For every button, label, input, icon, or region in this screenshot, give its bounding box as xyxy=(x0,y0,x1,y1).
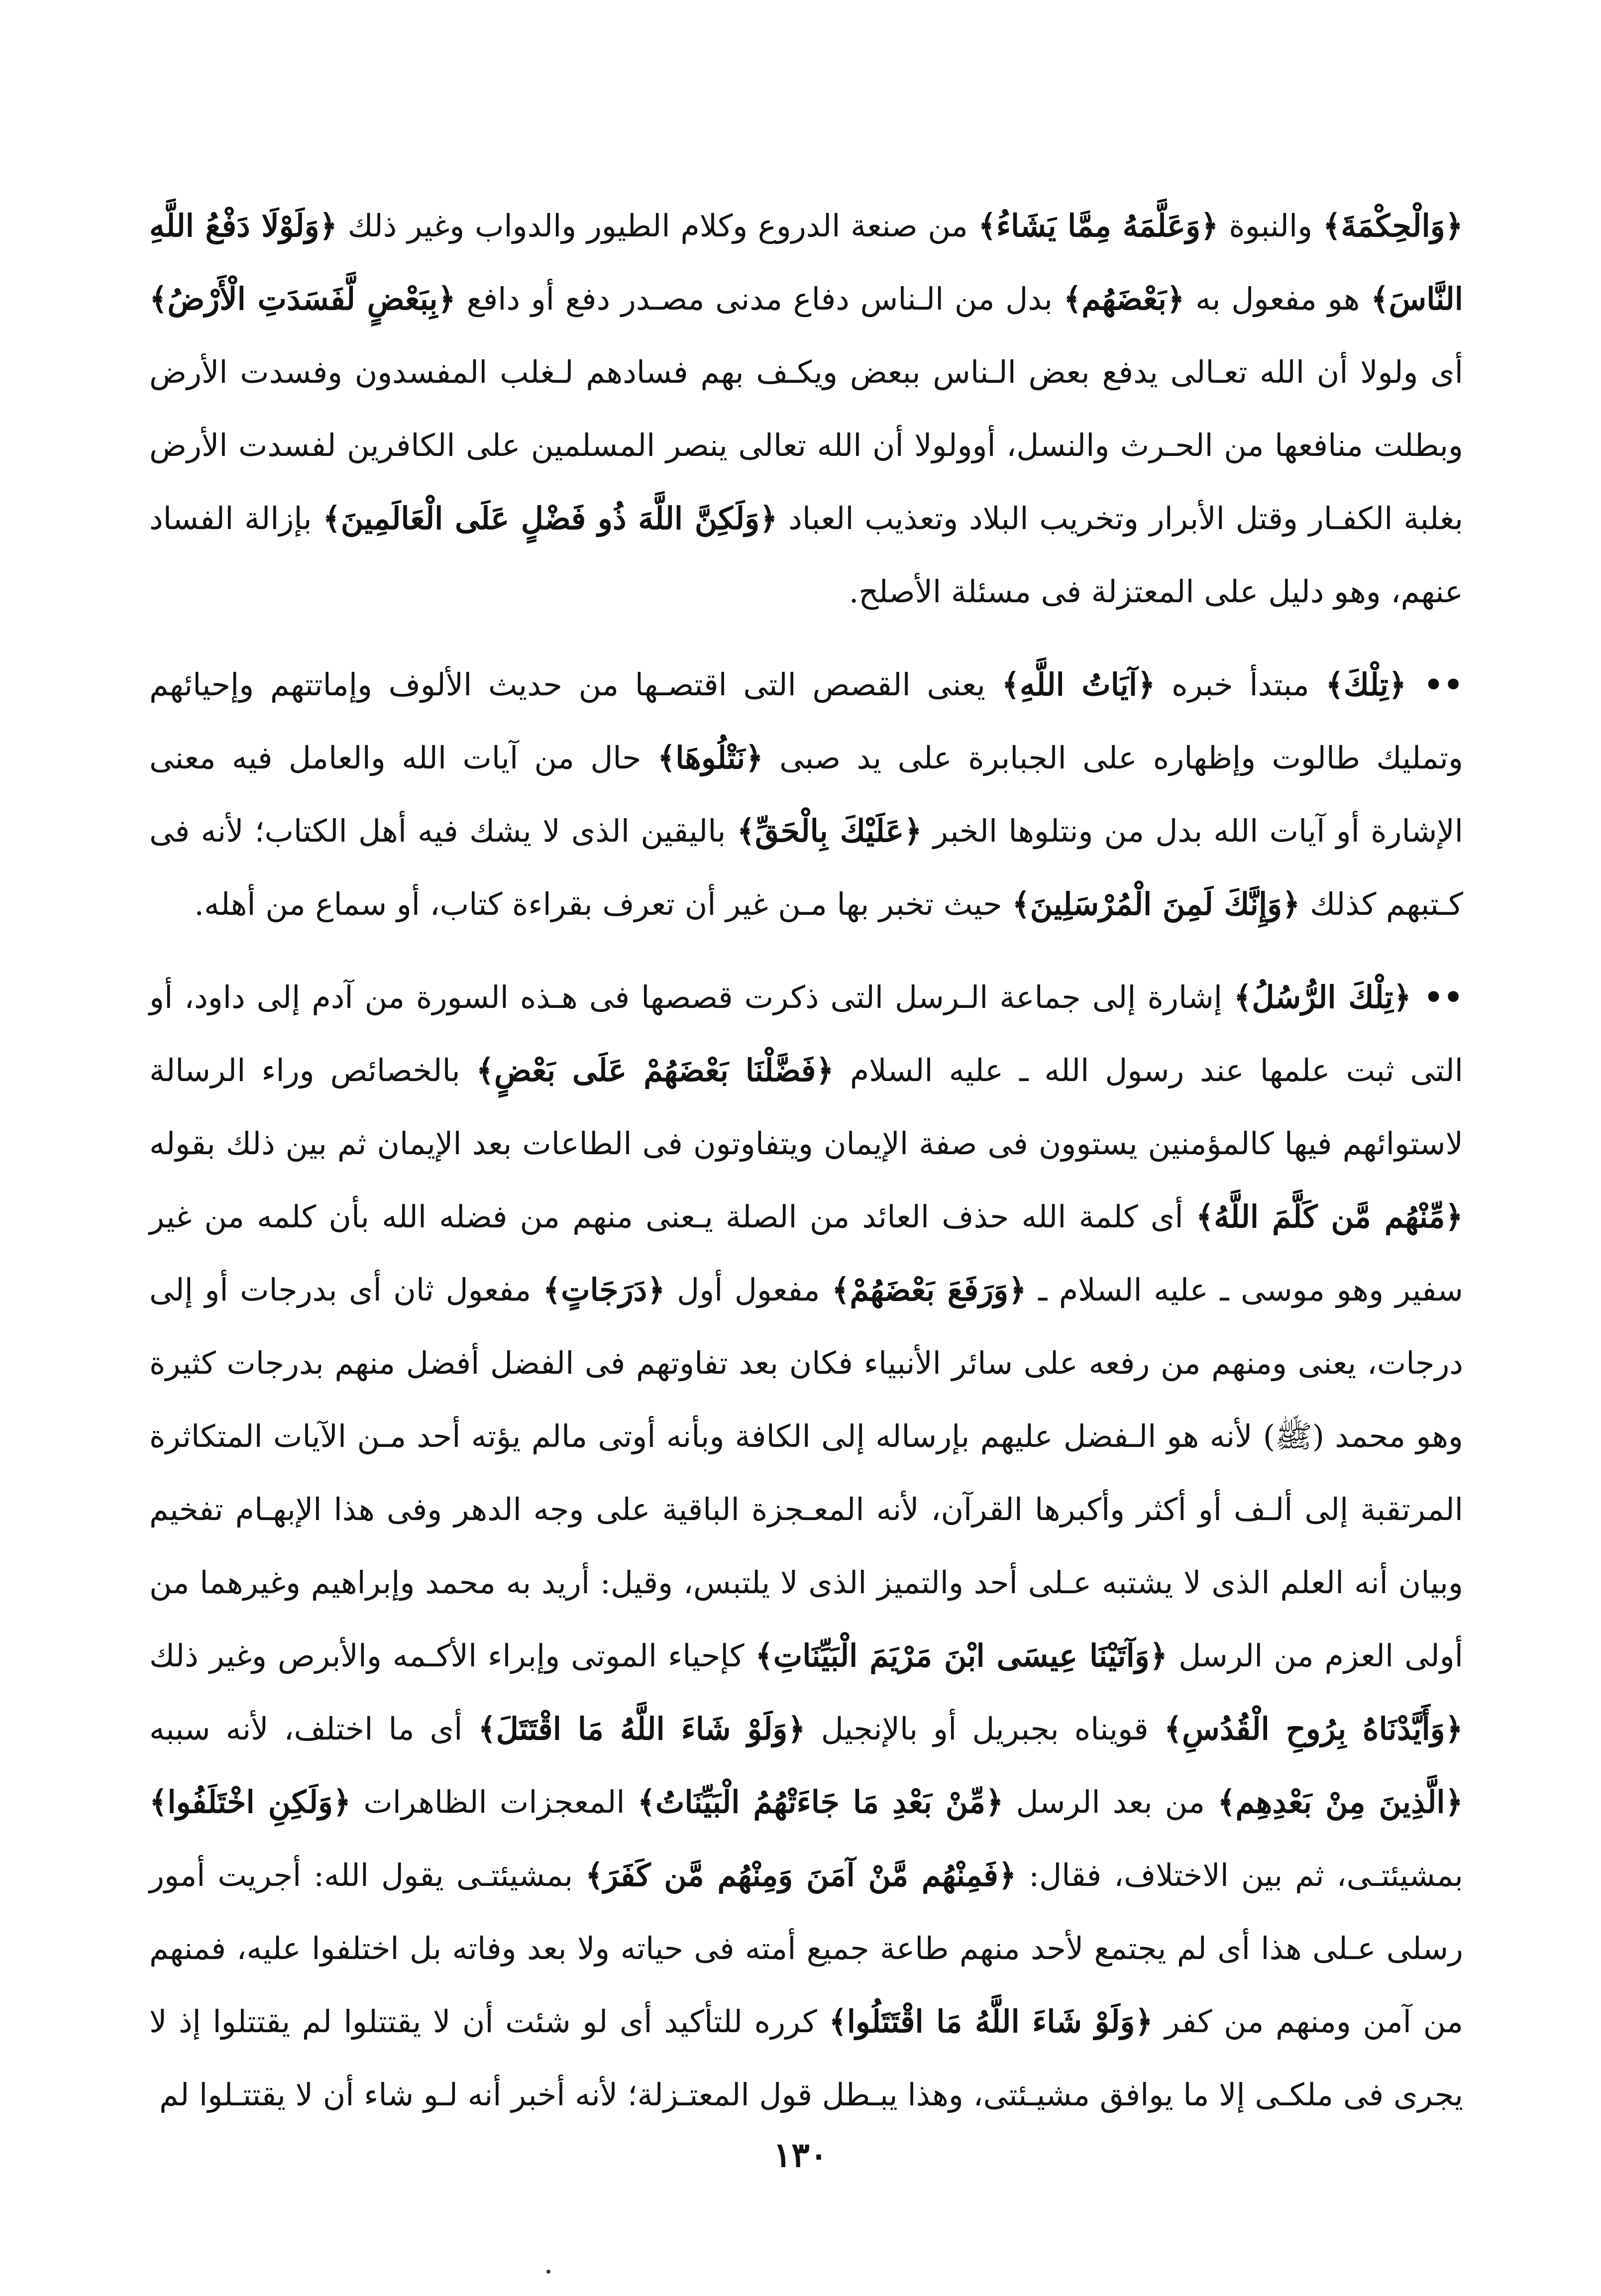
quran-quote: ﴿وَلَوْلَا دَفْعُ اللَّهِ النَّاسَ﴾ xyxy=(149,208,1463,317)
commentary-text: باليقين الذى لا يشك فيه أهل الكتاب؛ لأنه فى كـتبهم كذلك xyxy=(149,813,1463,922)
commentary-text: من بعد الرسل xyxy=(1003,1784,1218,1820)
paragraph xyxy=(149,961,1463,2131)
commentary-text: كرره للتأكيد أى لو شئت أن لا يقتتلوا لم يقتتلوا إذ لا يجرى فى ملكـى إلا ما يوافق مشيـئتى، وهذا يبـطل قول المعتـزلة؛ لأنه أخبر أنه لـو شاء أن لا يقتتـلوا لم xyxy=(149,2003,1463,2113)
commentary-text: حيث تخبر بها مـن غير أن تعرف بقراءة كتاب، أو سماع من أهله. xyxy=(194,886,1012,922)
quran-quote: ﴿وَلَوْ شَاءَ اللَّهُ مَا اقْتَتَلُوا﴾ xyxy=(829,2003,1153,2040)
paragraph xyxy=(149,189,1463,628)
commentary-text: أى ولولا أن الله تعـالى يدفع بعض الـناس ببعض ويكـف بهم فسادهم لـغلب المفسدون وفسدت الأرض وبطلت منافعها من الحـرث والنسل، أوولولا أن الله تعالى ينصر المسلمين على الكافرين لفسدت الأرض بغلبة الكفـار وقتل الأبرار وتخريب البلاد وتعذيب العباد xyxy=(149,354,1463,537)
quran-quote: ﴿آيَاتُ اللَّهِ﴾ xyxy=(1001,666,1156,703)
page-number: ١٣٠ xyxy=(773,2135,828,2175)
commentary-text: والنبوة xyxy=(1218,208,1323,244)
commentary-text: من صنعة الدروع وكلام الطيور والدواب وغير ذلك xyxy=(337,208,978,244)
quran-quote: ﴿نَتْلُوهَا﴾ xyxy=(657,740,763,776)
quran-quote: ﴿مِّنْ بَعْدِ مَا جَاءَتْهُمُ الْبَيِّنَاتُ﴾ xyxy=(637,1784,1004,1820)
quran-quote: ﴿دَرَجَاتٍ﴾ xyxy=(542,1272,665,1308)
quran-quote: ﴿عَلَيْكَ بِالْحَقِّ﴾ xyxy=(737,813,922,849)
commentary-text: أى كلمة الله حذف العائد من الصلة يـعنى منهم من فضله الله بأن كلمه من غير سفير وهو موسى ـ عليه السلام ـ xyxy=(149,1199,1464,1308)
paragraph-marker: •• xyxy=(1406,666,1464,703)
commentary-text: حال من آيات الله والعامل فيه معنى الإشارة أو آيات الله بدل من ونتلوها الخبر xyxy=(149,740,1464,849)
quran-quote: ﴿مِّنْهُم مَّن كَلَّمَ اللَّهُ﴾ xyxy=(1195,1199,1464,1235)
paragraph xyxy=(149,648,1463,941)
commentary-text: بمشيئتـى، ثم بين الاختلاف، فقال: xyxy=(1016,1857,1463,1893)
commentary-text: أى ما اختلف، لأنه سببه xyxy=(149,1711,478,1747)
quran-quote: ﴿الَّذِينَ مِنْ بَعْدِهِم﴾ xyxy=(1217,1784,1463,1820)
commentary-text: إشارة إلى جماعة الـرسل التى ذكرت قصصها فى هـذه السورة من آدم إلى داود، أو التى ثبت علمها عند رسول الله ـ عليه السلام xyxy=(149,979,1464,1089)
commentary-text: قويناه بجبريل أو بالإنجيل xyxy=(805,1711,1164,1747)
scan-speck xyxy=(546,2270,550,2274)
commentary-text: بمشيئتـى يقول الله: أجريت أمور رسلى عـلى هذا أى لم يجتمع لأحد منهم طاعة جميع أمته فى حياته ولا بعد وفاته بل اختلفوا عليه، فمنهم من آمن ومنهم من كفر xyxy=(149,1857,1463,2040)
quran-quote: ﴿وَلَوْ شَاءَ اللَّهُ مَا اقْتَتَلَ﴾ xyxy=(478,1711,806,1747)
commentary-text: المعجزات الظاهرات xyxy=(351,1784,638,1820)
quran-quote: ﴿تِلْكَ الرُّسُلُ﴾ xyxy=(1234,979,1411,1015)
commentary-text: مبتدأ خبره xyxy=(1155,666,1326,703)
quran-quote: ﴿وَالْحِكْمَةَ﴾ xyxy=(1322,208,1463,244)
quran-quote: ﴿فَمِنْهُم مَّنْ آمَنَ وَمِنْهُم مَّن كَفَرَ﴾ xyxy=(585,1857,1017,1893)
quran-quote: ﴿فَضَّلْنَا بَعْضَهُمْ عَلَى بَعْضٍ﴾ xyxy=(476,1052,834,1089)
commentary-text: بإزالة الفساد عنهم، وهو دليل على المعتزلة فى مسئلة الأصلح. xyxy=(149,500,1463,610)
quran-quote: ﴿وَإِنَّكَ لَمِنَ الْمُرْسَلِينَ﴾ xyxy=(1012,886,1300,922)
quran-quote: ﴿وَلَكِنَّ اللَّهَ ذُو فَضْلٍ عَلَى الْعَالَمِينَ﴾ xyxy=(322,500,778,537)
quran-quote: ﴿وَآتَيْنَا عِيسَى ابْنَ مَرْيَمَ الْبَيِّنَاتِ﴾ xyxy=(755,1638,1168,1674)
commentary-text: مفعول ثان أى بدرجات أو إلى درجات، يعنى ومنهم من رفعه على سائر الأنبياء فكان بعد تفاوتهم فى الفضل أفضل منهم بدرجات كثيرة وهو محمد (ﷺ) لأنه هو الـفضل عليهم بإرساله إلى الكافة وبأنه أوتى مالم يؤته أحد مـن الآيات المتكاثرة المرتقبة إلى ألـف أو أكثر وأكبرها القرآن، لأنه المعـجزة الباقية على وجه الدهر وفى هذا الإبهـام تفخيم وبيان أنه العلم الذى لا يشتبه عـلى أحد والتميز الذى لا يلتبس، وقيل: أريد به محمد وإبراهيم وغيرهما من أولى العزم من الرسل xyxy=(149,1272,1463,1674)
quran-quote: ﴿وَلَكِنِ اخْتَلَفُوا﴾ xyxy=(149,1784,351,1820)
commentary-text: مفعول أول xyxy=(665,1272,832,1308)
quran-quote: ﴿وَعَلَّمَهُ مِمَّا يَشَاءُ﴾ xyxy=(978,208,1219,244)
commentary-text: كإحياء الموتى وإبراء الأكـمه والأبرص وغير ذلك xyxy=(149,1638,755,1674)
commentary-text: يعنى القصص التى اقتصـها من حديث الألوف وإماتتهم وإحيائهم وتمليك طالوت وإظهاره على الجبابرة على يد صبى xyxy=(149,666,1463,776)
commentary-text: هو مفعول به xyxy=(1184,281,1371,317)
quran-quote: ﴿وَأَيَّدْنَاهُ بِرُوحِ الْقُدُسِ﴾ xyxy=(1164,1711,1463,1747)
quran-quote: ﴿بَعْضَهُم﴾ xyxy=(1063,281,1185,317)
commentary-text: بالخصائص وراء الرسالة لاستوائهم فيها كالمؤمنين يستوون فى صفة الإيمان ويتفاوتون فى الطاعات بعد الإيمان ثم بين ذلك بقوله xyxy=(149,1052,1463,1162)
quran-quote: ﴿تِلْكَ﴾ xyxy=(1325,666,1407,703)
quran-quote: ﴿بِبَعْضٍ لَّفَسَدَتِ الْأَرْضُ﴾ xyxy=(149,281,456,317)
paragraph-marker: •• xyxy=(1411,979,1463,1015)
commentary-text: بدل من الـناس دفاع مدنى مصـدر دفع أو دافع xyxy=(455,281,1064,317)
quran-quote: ﴿وَرَفَعَ بَعْضَهُمْ﴾ xyxy=(832,1272,1027,1308)
page-body xyxy=(149,189,1463,2180)
